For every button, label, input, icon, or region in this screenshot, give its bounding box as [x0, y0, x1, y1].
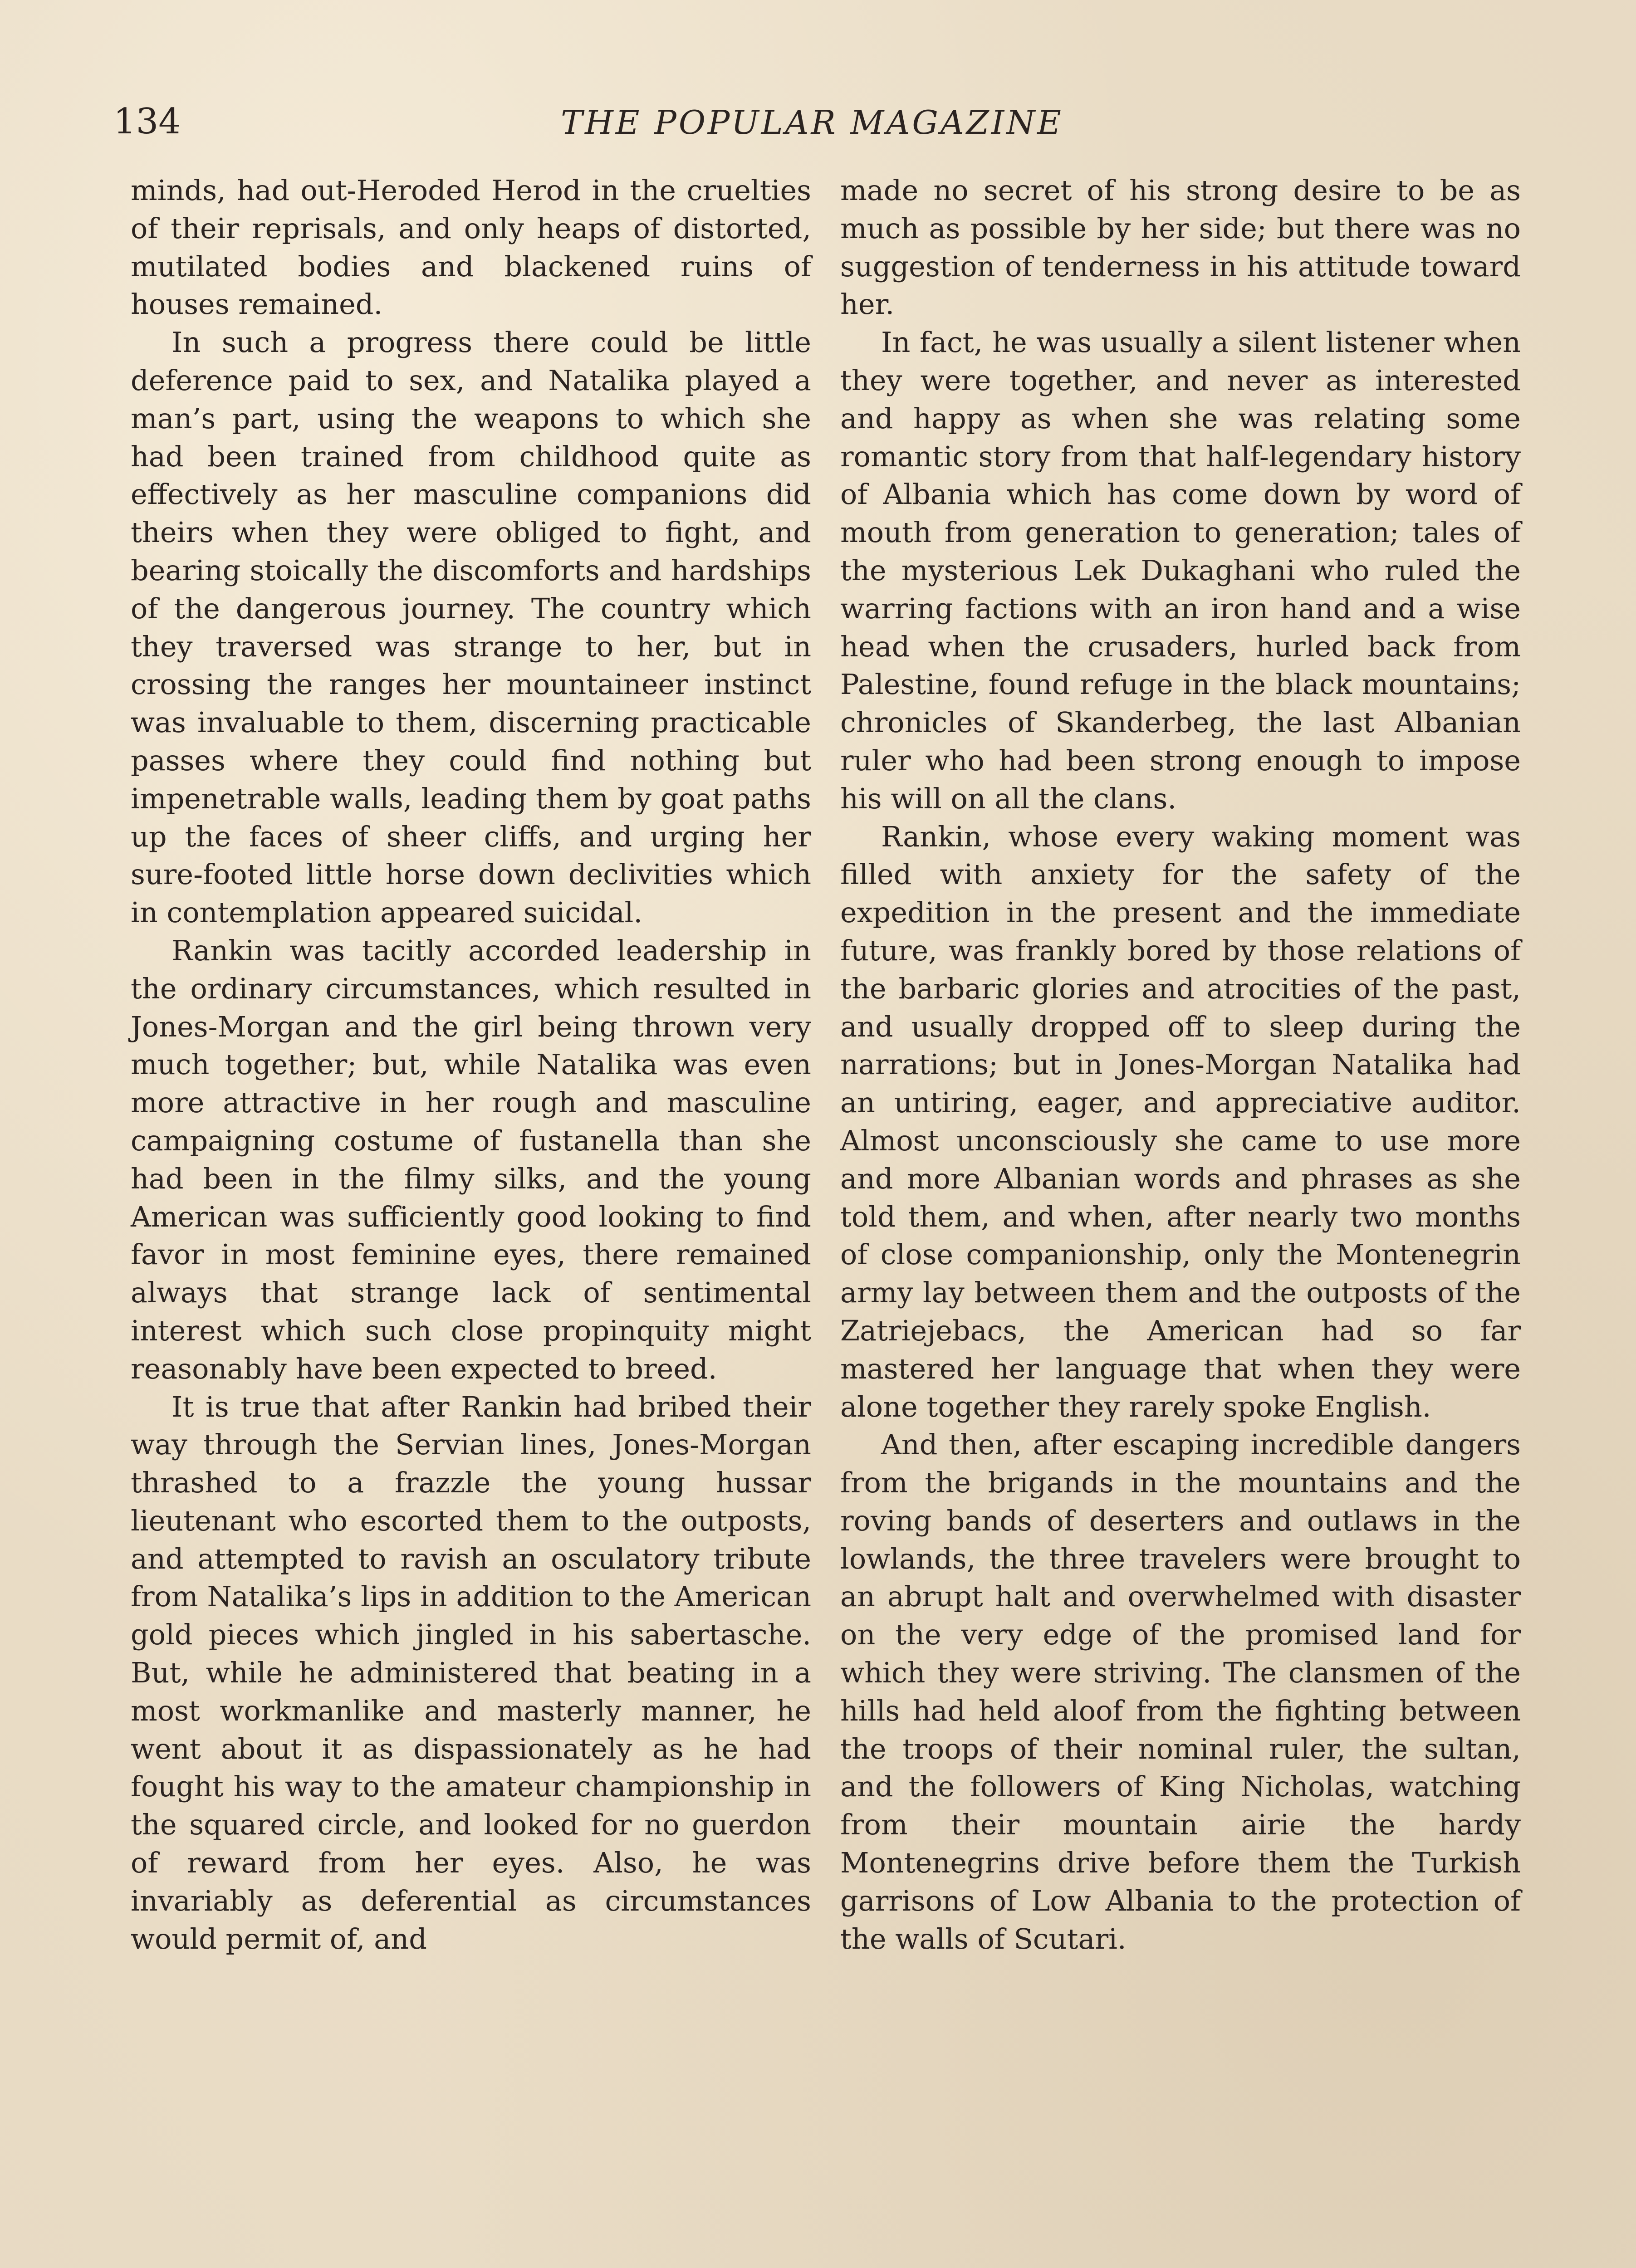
page-header	[113, 91, 1511, 154]
paragraph: Rankin was tacitly accorded leadership in the ordinary circumstances, which resulted in Jones-Morgan and the girl being thrown very much together; but, while Natalika was even more attractive in her rough and masculine campaigning costume of fustanella than she had been in the filmy silks, and the young American was sufficiently good looking to find favor in most feminine eyes, there remained always that strange lack of sentimental interest which such close propinquity might reasonably have been expected to breed.	[131, 934, 811, 1385]
paragraph: made no secret of his strong desire to be as much as possible by her side; but there was no suggestion of tenderness in his attitude toward her.	[840, 174, 1521, 321]
page-number: 134	[113, 101, 181, 142]
paragraph: In such a progress there could be little deference paid to sex, and Natalika played a man’s part, using the weapons to which she had been trained from childhood quite as effectively as her masculine companions did theirs when they were obliged to fight, and bearing stoically the discomforts and hardships of the dangerous journey. The country which they traversed was strange to her, but in crossing the ranges her mountaineer instinct was invaluable to them, discerning practicable passes where they could find nothing but impenetrable walls, leading them by goat paths up the faces of sheer cliffs, and urging her sure-footed little horse down declivities which in contemplation appeared suicidal.	[131, 326, 811, 929]
running-title: THE POPULAR MAGAZINE	[561, 103, 1063, 142]
paragraph: minds, had out-Heroded Herod in the cruelties of their reprisals, and only heaps of distorted, mutilated bodies and blackened ruins of houses remained.	[131, 174, 811, 321]
right-column	[840, 171, 1521, 1958]
paragraph: In fact, he was usually a silent listener when they were together, and never as interested and happy as when she was relating some romantic story from that half-legendary history of Albania which has come down by word of mouth from generation to generation; tales of the mysterious Lek Dukaghani who ruled the warring factions with an iron hand and a wise head when the crusaders, hurled back from Palestine, found refuge in the black mountains; chronicles of Skanderbeg, the last Albanian ruler who had been strong enough to impose his will on all the clans.	[840, 326, 1521, 815]
paragraph: It is true that after Rankin had bribed their way through the Servian lines, Jones-Morgan thrashed to a frazzle the young hussar lieutenant who escorted them to the outposts, and attempted to ravish an osculatory tribute from Natalika’s lips in addition to the American gold pieces which jingled in his sabertasche. But, while he administered that beating in a most workmanlike and masterly manner, he went about it as dispassionately as he had fought his way to the amateur championship in the squared circle, and looked for no guerdon of reward from her eyes. Also, he was invariably as deferential as circumstances would permit of, and	[131, 1390, 811, 1955]
paragraph: Rankin, whose every waking moment was filled with anxiety for the safety of the expedition in the present and the immediate future, was frankly bored by those relations of the barbaric glories and atrocities of the past, and usually dropped off to sleep during the narrations; but in Jones-Morgan Natalika had an untiring, eager, and appreciative auditor. Almost unconsciously she came to use more and more Albanian words and phrases as she told them, and when, after nearly two months of close companionship, only the Montenegrin army lay between them and the outposts of the Zatriejebacs, the American had so far mastered her language that when they were alone together they rarely spoke English.	[840, 820, 1521, 1423]
paragraph: And then, after escaping incredible dangers from the brigands in the mountains and the roving bands of deserters and outlaws in the lowlands, the three travelers were brought to an abrupt halt and overwhelmed with disaster on the very edge of the promised land for which they were striving. The clansmen of the hills had held aloof from the fighting between the troops of their nominal ruler, the sultan, and the followers of King Nicholas, watching from their mountain airie the hardy Montenegrins drive before them the Turkish garrisons of Low Albania to the protection of the walls of Scutari.	[840, 1428, 1521, 1955]
left-column	[131, 171, 811, 1958]
